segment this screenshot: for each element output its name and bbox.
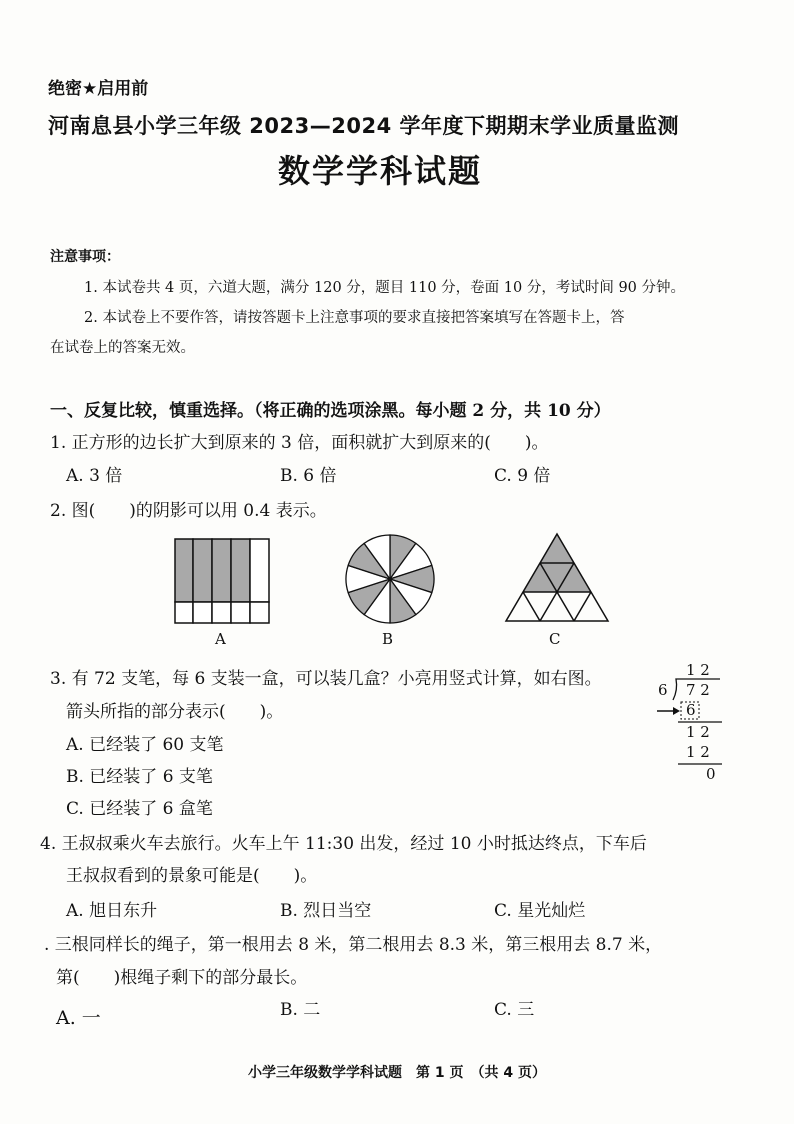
division-divisor: 6 xyxy=(658,681,668,699)
q3-option-a[interactable]: A. 已经装了 60 支笔 xyxy=(66,735,224,755)
page-title: 数学学科试题 xyxy=(277,152,482,190)
q3-option-b[interactable]: B. 已经装了 6 支笔 xyxy=(66,767,213,787)
question-2: 2. 图( )的阴影可以用 0.4 表示。 xyxy=(50,501,327,521)
q5-option-b[interactable]: B. 二 xyxy=(280,1000,321,1020)
notice-heading: 注意事项： xyxy=(50,249,120,265)
division-quotient: 1 2 xyxy=(686,661,710,679)
figure-c xyxy=(505,533,609,623)
question-5-line-2: 第( )根绳子剩下的部分最长。 xyxy=(56,968,308,988)
figure-a xyxy=(174,538,270,624)
question-1: 1. 正方形的边长扩大到原来的 3 倍，面积就扩大到原来的( )。 xyxy=(50,433,549,453)
notice-line-2: 2. 本试卷上不要作答，请按答题卡上注意事项的要求直接把答案填写在答题卡上，答 xyxy=(84,310,625,326)
figure-c-label: C xyxy=(549,630,561,648)
q4-option-a[interactable]: A. 旭日东升 xyxy=(66,901,158,921)
arrow-icon xyxy=(656,704,682,718)
division-step-3: 1 2 xyxy=(686,743,710,761)
division-bracket xyxy=(672,678,722,702)
q1-option-b[interactable]: B. 6 倍 xyxy=(280,466,337,486)
figure-b-label: B xyxy=(382,630,394,648)
notice-line-1: 1. 本试卷共 4 页，六道大题，满分 120 分，题目 110 分，卷面 10 分，考试时间 90 分钟。 xyxy=(84,280,686,296)
question-3-line-2: 箭头所指的部分表示( )。 xyxy=(66,702,284,722)
question-5-line-1: . 三根同样长的绳子，第一根用去 8 米，第二根用去 8.3 米，第三根用去 8.7 米， xyxy=(44,935,663,955)
page-footer: 小学三年级数学学科试题 第 1 页 （共 4 页） xyxy=(248,1065,546,1081)
q5-option-c[interactable]: C. 三 xyxy=(494,1000,535,1020)
q4-option-b[interactable]: B. 烈日当空 xyxy=(280,901,372,921)
section-1-title: 一、反复比较，慎重选择。（将正确的选项涂黑。每小题 2 分，共 10 分） xyxy=(50,401,611,421)
exam-header: 河南息县小学三年级 2023—2024 学年度下期期末学业质量监测 xyxy=(48,114,680,138)
division-step-2: 1 2 xyxy=(686,723,710,741)
q3-option-c[interactable]: C. 已经装了 6 盒笔 xyxy=(66,799,213,819)
q5-option-a[interactable]: A. 一 xyxy=(56,1007,101,1029)
q1-option-a[interactable]: A. 3 倍 xyxy=(66,466,123,486)
figure-a-label: A xyxy=(215,630,226,648)
q1-option-c[interactable]: C. 9 倍 xyxy=(494,466,551,486)
notice-line-2-cont: 在试卷上的答案无效。 xyxy=(50,340,195,356)
confidential-mark: 绝密★启用前 xyxy=(48,79,149,99)
figure-b xyxy=(344,533,436,625)
division-step-1: 6 xyxy=(686,701,696,719)
question-3-line-1: 3. 有 72 支笔，每 6 支装一盒，可以装几盒？小亮用竖式计算，如右图。 xyxy=(50,669,602,689)
question-4-line-1: 4. 王叔叔乘火车去旅行。火车上午 11:30 出发，经过 10 小时抵达终点，下车后 xyxy=(40,834,647,854)
question-4-line-2: 王叔叔看到的景象可能是( )。 xyxy=(66,866,318,886)
division-dividend: 7 2 xyxy=(686,681,710,699)
division-remainder: 0 xyxy=(706,765,716,783)
q4-option-c[interactable]: C. 星光灿烂 xyxy=(494,901,586,921)
